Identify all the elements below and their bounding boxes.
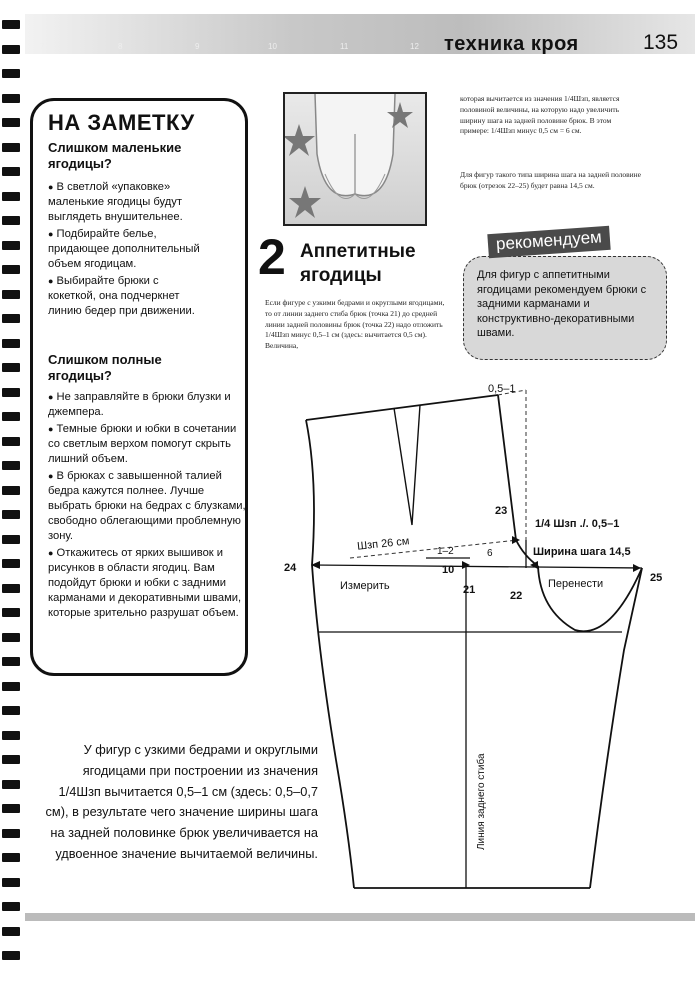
section-continued: которая вычитается из значения 1/4Шзп, является половиной величины, на которую надо увеличить ширину шага на задней половине брюк. В этом примере: 1/4Шзп минус 0,5 см = 6 см.	[460, 94, 620, 136]
page-title: техника кроя	[444, 33, 579, 55]
note-heading-small: Слишком маленькие ягодицы?	[48, 140, 182, 171]
note-title: НА ЗАМЕТКУ	[48, 110, 195, 135]
bullet-icon: ●	[48, 229, 54, 239]
bottom-note: У фигур с узкими бедрами и округлыми ягодицами при построении из значения 1/4Шзп вычитается 0,5–1 см (здесь: 0,5–0,7 см), в результате чего значение ширины шага на задней половинке брюк увеличивается на удвоенное значение вычитаемой величины.	[45, 742, 318, 861]
footer-band	[25, 913, 695, 921]
bullet-icon: ●	[48, 471, 54, 481]
label-six: 6	[487, 548, 493, 559]
note-item: В светлой «упаковке» маленькие ягодицы будут выглядеть внушительнее.	[48, 181, 183, 223]
label-offset: 0,5–1	[488, 383, 516, 395]
ruler-mark: 12	[410, 42, 419, 51]
label-quarter: 1/4 Шзп ./. 0,5–1	[535, 518, 620, 530]
ruler-mark: 10	[268, 42, 277, 51]
recommendation-tag: рекомендуем	[487, 226, 610, 258]
ruler-mark: 7	[40, 42, 45, 51]
label-1-2: 1–2	[437, 546, 454, 557]
dart	[394, 405, 420, 525]
section-continued-2: Для фигур такого типа ширина шага на задней половине брюк (отрезок 22–25) будет равна 14,5 см.	[460, 170, 642, 190]
label-crotch-width: Ширина шага 14,5	[533, 546, 631, 558]
section-intro: Если фигуре с узкими бедрами и округлыми ягодицами, то от линии заднего стиба брюк (точка 21) до средней линии задней половины брюк (точка 22) надо отложить 1/4Шзп минус 0,5–1 см (здесь: вычитается 0,5 см). Величина,	[265, 298, 445, 351]
note-item: Подбирайте белье, придающее дополнительный объем ягодицам.	[48, 228, 200, 270]
note-item: Темные брюки и юбки в сочетании со светлым верхом помогут скрыть лишний объем.	[48, 423, 237, 465]
section-title: Аппетитные ягодицы	[300, 241, 416, 286]
hip-line	[312, 565, 642, 568]
crotch-curve	[538, 566, 642, 631]
note-item: Откажитесь от ярких вышивок и рисунков в области ягодиц. Вам подойдут брюки и юбки с задними карманами и декоративными швами, которые зрительно разрушат объем.	[48, 547, 242, 619]
label-point-24: 24	[284, 562, 297, 574]
ruler-mark: 9	[195, 42, 200, 51]
label-point-25: 25	[650, 572, 663, 584]
label-grain-line: Линия заднего стиба	[476, 753, 487, 850]
label-point-22: 22	[510, 590, 523, 602]
note-item: Не заправляйте в брюки блузки и джемпера.	[48, 391, 231, 418]
label-point-21: 21	[463, 584, 476, 596]
bullet-icon: ●	[48, 424, 54, 434]
label-transfer: Перенести	[548, 578, 604, 590]
ruler-mark: 8	[118, 42, 123, 51]
section-number: 2	[258, 229, 286, 285]
label-point-10: 10	[442, 564, 455, 576]
bullet-icon: ●	[48, 548, 54, 558]
bullet-icon: ●	[48, 182, 54, 192]
note-item: В брюках с завышенной талией бедра кажутся полнее. Лучше выбрать брюки на бедрах с блузками, свободно облегающими проблемную зону.	[48, 470, 246, 542]
note-item: Выбирайте брюки с кокеткой, она подчеркнет линию бедер при движении.	[48, 275, 195, 317]
recommendation-text: Для фигур с аппетитными ягодицами рекомендуем брюки с задними карманами и конструктивно-декоративными швами.	[477, 269, 647, 339]
waist-line	[306, 395, 498, 420]
inseam	[590, 568, 642, 888]
ruler-mark: 11	[340, 42, 349, 51]
label-measure: Измерить	[340, 580, 390, 592]
page-number: 135	[643, 31, 679, 54]
label-point-23: 23	[495, 505, 508, 517]
label-hip: Шзп 26 см	[356, 535, 410, 553]
bullet-icon: ●	[48, 276, 54, 286]
note-heading-large: Слишком полные ягодицы?	[48, 352, 162, 383]
bullet-icon: ●	[48, 392, 54, 402]
